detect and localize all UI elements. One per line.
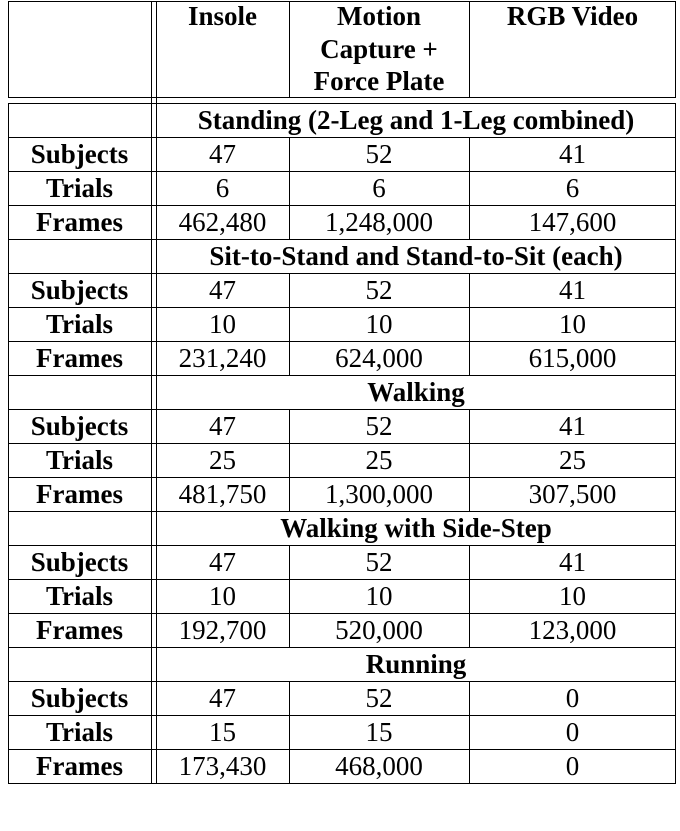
table-cell: 25	[559, 444, 586, 475]
row-label: Subjects	[30, 274, 129, 305]
row-label: Frames	[36, 614, 123, 645]
row-label: Subjects	[30, 138, 129, 169]
column-header-line: Insole	[187, 1, 258, 31]
column-rule	[469, 205, 470, 239]
table-cell: 41	[559, 274, 586, 305]
table-cell: 47	[209, 546, 236, 577]
column-rule	[469, 749, 470, 783]
column-rule	[289, 205, 290, 239]
column-rule	[289, 171, 290, 205]
double-rule-right	[156, 1, 157, 784]
row-rule	[8, 783, 676, 784]
table-cell: 52	[365, 274, 393, 305]
table-cell: 0	[565, 716, 580, 747]
column-rule	[289, 307, 290, 341]
column-header-line: Force Plate	[313, 66, 445, 96]
table-cell: 10	[365, 308, 393, 339]
row-label: Subjects	[30, 410, 129, 441]
column-rule	[289, 273, 290, 307]
column-header-line: RGB Video	[506, 1, 639, 31]
right-border	[675, 1, 676, 98]
table-cell: 6	[565, 172, 580, 203]
table-cell: 462,480	[178, 206, 267, 237]
column-header	[469, 0, 676, 33]
table-cell: 41	[559, 410, 586, 441]
table-cell: 52	[365, 546, 393, 577]
column-header	[156, 0, 289, 33]
table-cell: 10	[559, 580, 586, 611]
table-cell: 147,600	[528, 206, 617, 237]
table-cell: 123,000	[528, 614, 617, 645]
table-cell: 192,700	[178, 614, 267, 645]
table-cell: 10	[209, 580, 236, 611]
table-cell: 52	[365, 682, 393, 713]
table-cell: 10	[365, 580, 393, 611]
column-rule	[469, 579, 470, 613]
column-rule	[469, 409, 470, 443]
table-cell: 1,300,000	[325, 478, 433, 509]
column-rule	[289, 443, 290, 477]
row-label: Subjects	[30, 682, 129, 713]
table-cell: 468,000	[335, 750, 423, 781]
column-rule	[289, 409, 290, 443]
table-cell: 1,248,000	[325, 206, 433, 237]
column-rule	[289, 1, 290, 98]
section-title: Running	[365, 648, 467, 679]
table-cell: 52	[365, 138, 393, 169]
row-label: Frames	[36, 342, 123, 373]
column-rule	[289, 341, 290, 375]
row-label: Trials	[46, 444, 113, 475]
column-rule	[469, 443, 470, 477]
row-label-header	[8, 1, 151, 97]
column-rule	[469, 715, 470, 749]
left-border	[8, 103, 9, 784]
column-header	[289, 0, 469, 98]
row-label: Trials	[46, 580, 113, 611]
column-rule	[469, 545, 470, 579]
column-header-line: Capture +	[320, 33, 438, 64]
table-cell: 307,500	[528, 478, 617, 509]
left-border	[8, 1, 9, 98]
table-cell: 15	[209, 716, 236, 747]
row-label: Trials	[46, 716, 113, 747]
table-cell: 25	[209, 444, 236, 475]
double-rule-left	[151, 1, 152, 784]
table-cell: 41	[559, 138, 586, 169]
section-title: Standing (2-Leg and 1-Leg combined)	[197, 104, 635, 135]
table-cell: 615,000	[528, 342, 617, 373]
section-title: Sit-to-Stand and Stand-to-Sit (each)	[209, 240, 623, 271]
table-cell: 481,750	[178, 478, 267, 509]
table-cell: 624,000	[335, 342, 423, 373]
column-rule	[289, 715, 290, 749]
row-label: Frames	[36, 750, 123, 781]
row-label: Frames	[36, 206, 123, 237]
right-border	[675, 103, 676, 784]
column-rule	[469, 341, 470, 375]
table-cell: 47	[209, 682, 236, 713]
section-title: Walking	[367, 376, 465, 407]
column-rule	[469, 477, 470, 511]
table-cell: 231,240	[178, 342, 267, 373]
column-rule	[469, 613, 470, 647]
table-cell: 10	[559, 308, 586, 339]
column-rule	[289, 613, 290, 647]
table-cell: 47	[209, 274, 236, 305]
section-title: Walking with Side-Step	[280, 512, 552, 543]
column-rule	[289, 137, 290, 171]
table-cell: 0	[565, 750, 580, 781]
table-cell: 52	[365, 410, 393, 441]
column-rule	[289, 681, 290, 715]
column-rule	[289, 545, 290, 579]
table-cell: 0	[565, 682, 580, 713]
column-rule	[289, 579, 290, 613]
table-cell: 47	[209, 410, 236, 441]
column-rule	[469, 307, 470, 341]
column-rule	[289, 477, 290, 511]
column-rule	[469, 171, 470, 205]
table-cell: 173,430	[178, 750, 267, 781]
column-rule	[469, 137, 470, 171]
table-cell: 520,000	[335, 614, 423, 645]
column-rule	[469, 1, 470, 98]
row-label: Subjects	[30, 546, 129, 577]
column-rule	[289, 749, 290, 783]
column-rule	[469, 681, 470, 715]
table-cell: 41	[559, 546, 586, 577]
table-cell: 15	[365, 716, 393, 747]
table-cell: 10	[209, 308, 236, 339]
row-label: Trials	[46, 308, 113, 339]
row-label: Trials	[46, 172, 113, 203]
column-rule	[469, 273, 470, 307]
table-cell: 6	[215, 172, 230, 203]
row-label: Frames	[36, 478, 123, 509]
table-cell: 47	[209, 138, 236, 169]
table-cell: 25	[365, 444, 393, 475]
column-header-line: Motion	[337, 1, 421, 31]
table-cell: 6	[372, 172, 386, 203]
